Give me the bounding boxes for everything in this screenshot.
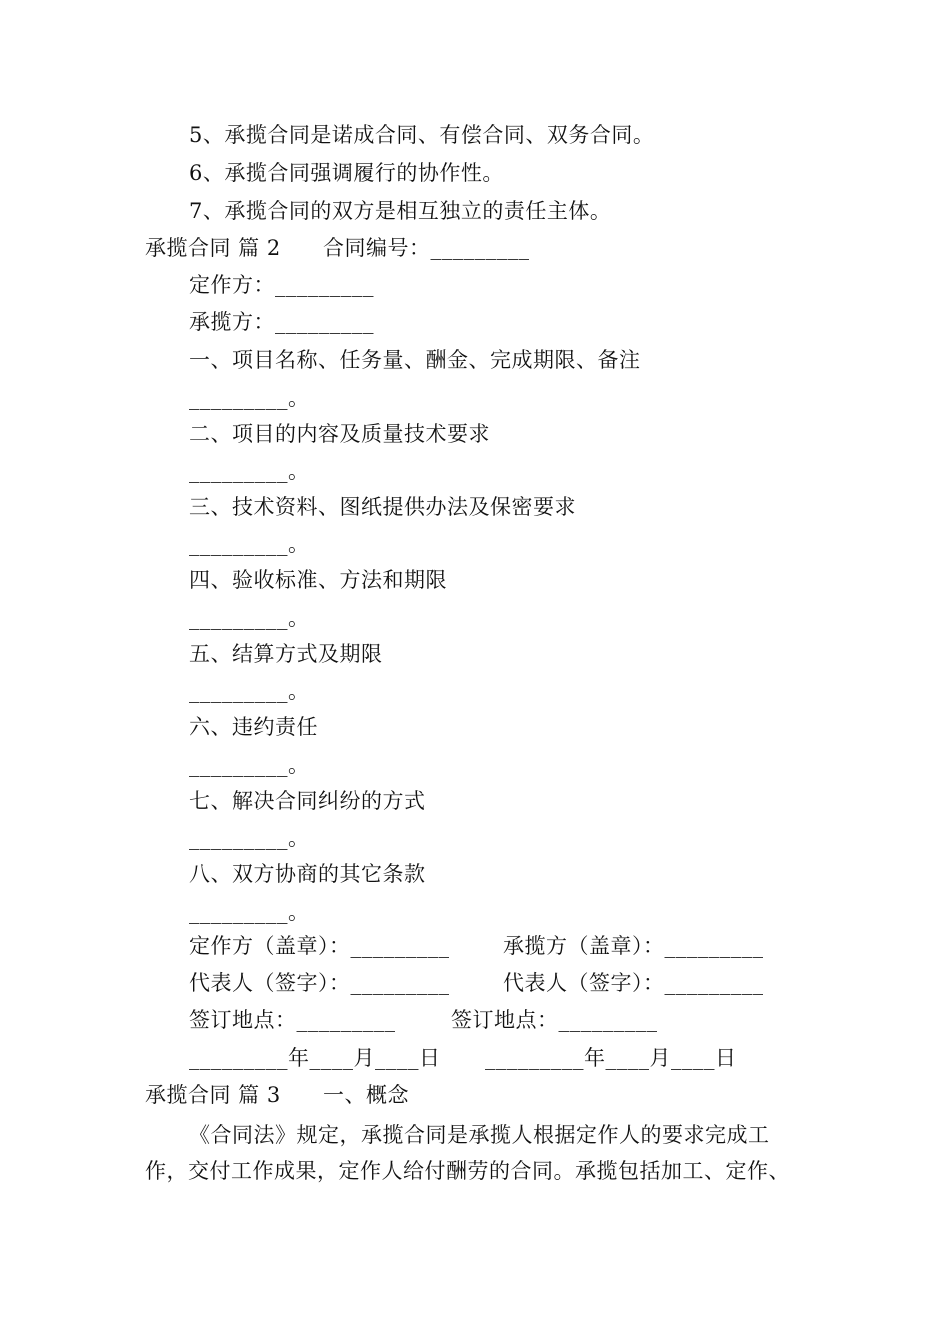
section-6-title: 六、违约责任 xyxy=(189,715,318,739)
paragraph-line-2: 作，交付工作成果，定作人给付酬劳的合同。承揽包括加工、定作、 xyxy=(145,1159,790,1183)
section-6-blank: _________。 xyxy=(189,753,310,777)
section-4-blank: _________。 xyxy=(189,606,310,630)
contract-number: 合同编号：_________ xyxy=(323,236,530,260)
section-1-title: 一、项目名称、任务量、酬金、完成期限、备注 xyxy=(189,348,641,372)
section-7-title: 七、解决合同纠纷的方式 xyxy=(189,789,426,813)
party-b-seal: 承揽方（盖章）：_________ xyxy=(503,934,764,958)
party-a: 定作方：_________ xyxy=(189,273,374,297)
article3-heading: 承揽合同 篇 3 xyxy=(145,1083,281,1107)
section-8-title: 八、双方协商的其它条款 xyxy=(189,862,426,886)
article2-heading: 承揽合同 篇 2 xyxy=(145,236,281,260)
section-5-title: 五、结算方式及期限 xyxy=(189,642,383,666)
section-2-blank: _________。 xyxy=(189,459,310,483)
section-1-blank: _________。 xyxy=(189,386,310,410)
party-b-date: _________年____月____日 xyxy=(485,1046,737,1070)
paragraph-line-1: 《合同法》规定，承揽合同是承揽人根据定作人的要求完成工 xyxy=(189,1123,770,1147)
party-a-signing-place: 签订地点：_________ xyxy=(189,1008,396,1032)
section-8-blank: _________。 xyxy=(189,900,310,924)
party-a-representative: 代表人（签字）：_________ xyxy=(189,971,450,995)
section-3-title: 三、技术资料、图纸提供办法及保密要求 xyxy=(189,495,576,519)
section-3-blank: _________。 xyxy=(189,532,310,556)
section-4-title: 四、验收标准、方法和期限 xyxy=(189,568,447,592)
point-7: 7、承揽合同的双方是相互独立的责任主体。 xyxy=(189,199,612,223)
section-2-title: 二、项目的内容及质量技术要求 xyxy=(189,422,490,446)
point-6: 6、承揽合同强调履行的协作性。 xyxy=(189,161,504,185)
party-a-date: _________年____月____日 xyxy=(189,1046,441,1070)
party-b-signing-place: 签订地点：_________ xyxy=(451,1008,658,1032)
party-a-seal: 定作方（盖章）：_________ xyxy=(189,934,450,958)
article3-subheading: 一、概念 xyxy=(323,1083,409,1107)
section-5-blank: _________。 xyxy=(189,679,310,703)
point-5: 5、承揽合同是诺成合同、有偿合同、双务合同。 xyxy=(189,123,655,147)
party-b: 承揽方：_________ xyxy=(189,310,374,334)
section-7-blank: _________。 xyxy=(189,826,310,850)
party-b-representative: 代表人（签字）：_________ xyxy=(503,971,764,995)
